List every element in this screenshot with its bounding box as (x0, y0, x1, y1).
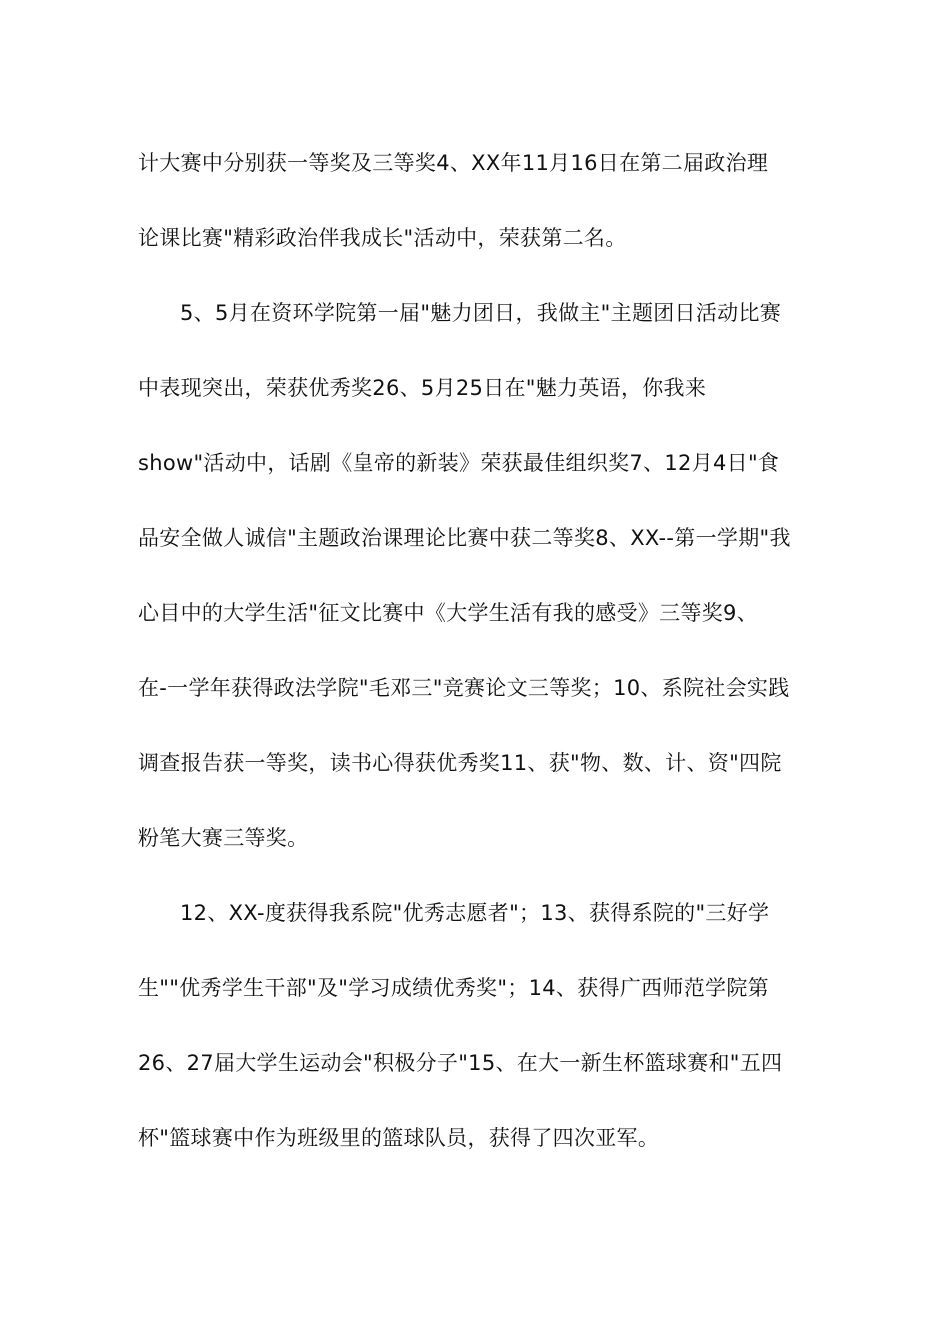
text-line: show"活动中，话剧《皇帝的新装》荣获最佳组织奖7、12月4日"食 (138, 451, 780, 475)
text-line: 中表现突出，荣获优秀奖26、5月25日在"魅力英语，你我来 (138, 376, 707, 400)
text-line: 论课比赛"精彩政治伴我成长"活动中，荣获第二名。 (138, 226, 627, 250)
text-line: 在-一学年获得政法学院"毛邓三"竞赛论文三等奖；10、系院社会实践 (138, 676, 790, 700)
paragraph-start-line: 5、5月在资环学院第一届"魅力团日，我做主"主题团日活动比赛 (180, 301, 782, 325)
text-line: 心目中的大学生活"征文比赛中《大学生活有我的感受》三等奖9、 (138, 601, 759, 625)
text-line: 品安全做人诚信"主题政治课理论比赛中获二等奖8、XX--第一学期"我 (138, 526, 791, 550)
paragraph-start-line: 12、XX-度获得我系院"优秀志愿者"；13、获得系院的"三好学 (180, 901, 770, 925)
text-line: 杯"篮球赛中作为班级里的篮球队员，获得了四次亚军。 (138, 1126, 660, 1150)
text-line: 生""优秀学生干部"及"学习成绩优秀奖"；14、获得广西师范学院第 (138, 976, 769, 1000)
text-line: 26、27届大学生运动会"积极分子"15、在大一新生杯篮球赛和"五四 (138, 1051, 783, 1075)
document-body (138, 140, 818, 1190)
text-line: 计大赛中分别获一等奖及三等奖4、XX年11月16日在第二届政治理 (138, 151, 769, 175)
text-line: 调查报告获一等奖，读书心得获优秀奖11、获"物、数、计、资"四院 (138, 751, 782, 775)
text-line: 粉笔大赛三等奖。 (138, 826, 309, 850)
